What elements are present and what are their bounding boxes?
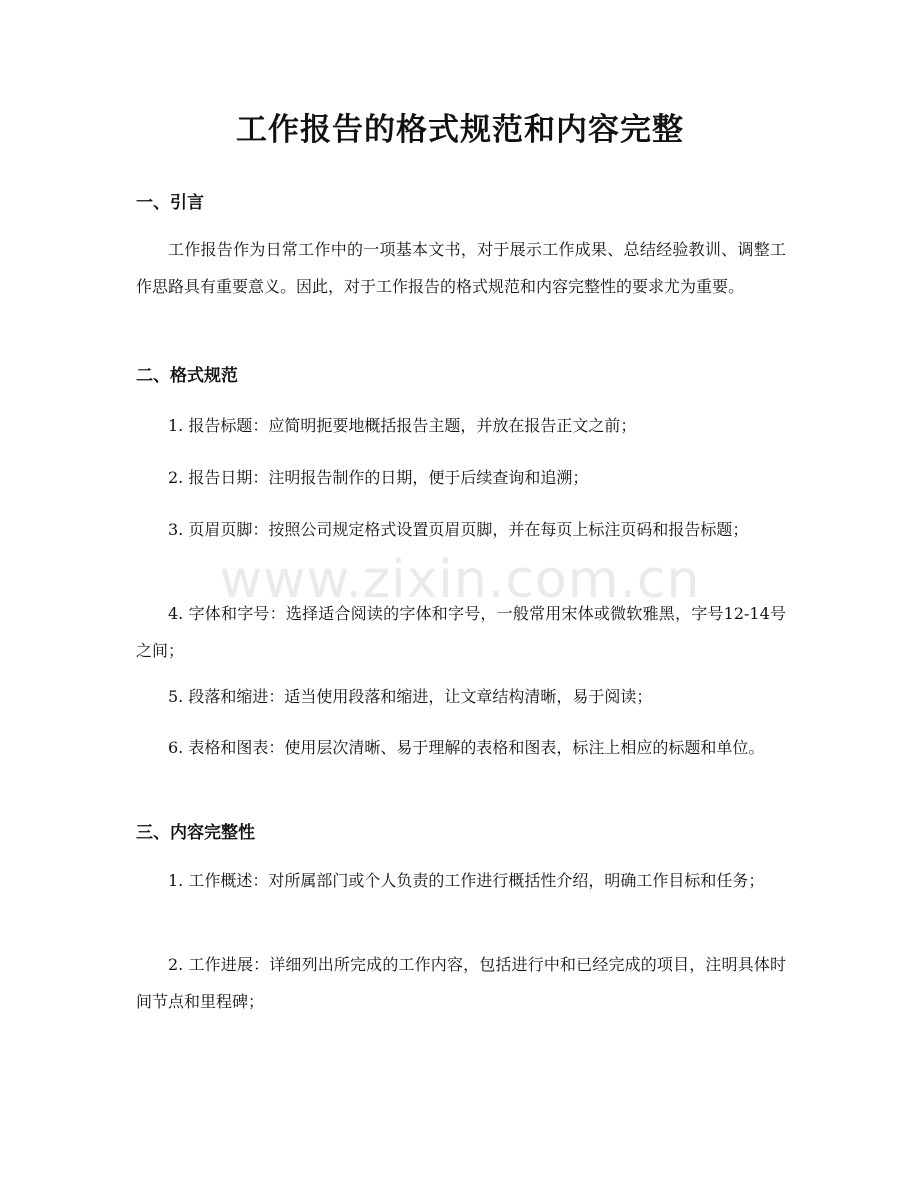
content-item-2: 2. 工作进展：详细列出所完成的工作内容，包括进行中和已经完成的项目，注明具体时间节点和里程碑； <box>136 955 786 1011</box>
document-title: 工作报告的格式规范和内容完整 <box>236 112 684 148</box>
format-item-3: 3. 页眉页脚：按照公司规定格式设置页眉页脚，并在每页上标注页码和报告标题； <box>168 520 749 539</box>
section-heading-content: 三、内容完整性 <box>136 823 255 843</box>
watermark-text: www.zixin.com.cn <box>219 550 701 610</box>
section-heading-format: 二、格式规范 <box>136 366 238 386</box>
format-item-1: 1. 报告标题：应简明扼要地概括报告主题，并放在报告正文之前； <box>168 416 637 435</box>
content-item-1: 1. 工作概述：对所属部门或个人负责的工作进行概括性介绍，明确工作目标和任务； <box>168 871 765 890</box>
format-item-4: 4. 字体和字号：选择适合阅读的字体和字号，一般常用宋体或微软雅黑，字号12-14号之间； <box>136 604 786 660</box>
format-item-6: 6. 表格和图表：使用层次清晰、易于理解的表格和图表，标注上相应的标题和单位。 <box>168 738 765 757</box>
format-item-5: 5. 段落和缩进：适当使用段落和缩进，让文章结构清晰，易于阅读； <box>168 687 653 706</box>
section-heading-introduction: 一、引言 <box>136 193 204 213</box>
paragraph-introduction: 工作报告作为日常工作中的一项基本文书，对于展示工作成果、总结经验教训、调整工作思路具有重要意义。因此，对于工作报告的格式规范和内容完整性的要求尤为重要。 <box>136 240 786 296</box>
format-item-2: 2. 报告日期：注明报告制作的日期，便于后续查询和追溯； <box>168 468 589 487</box>
